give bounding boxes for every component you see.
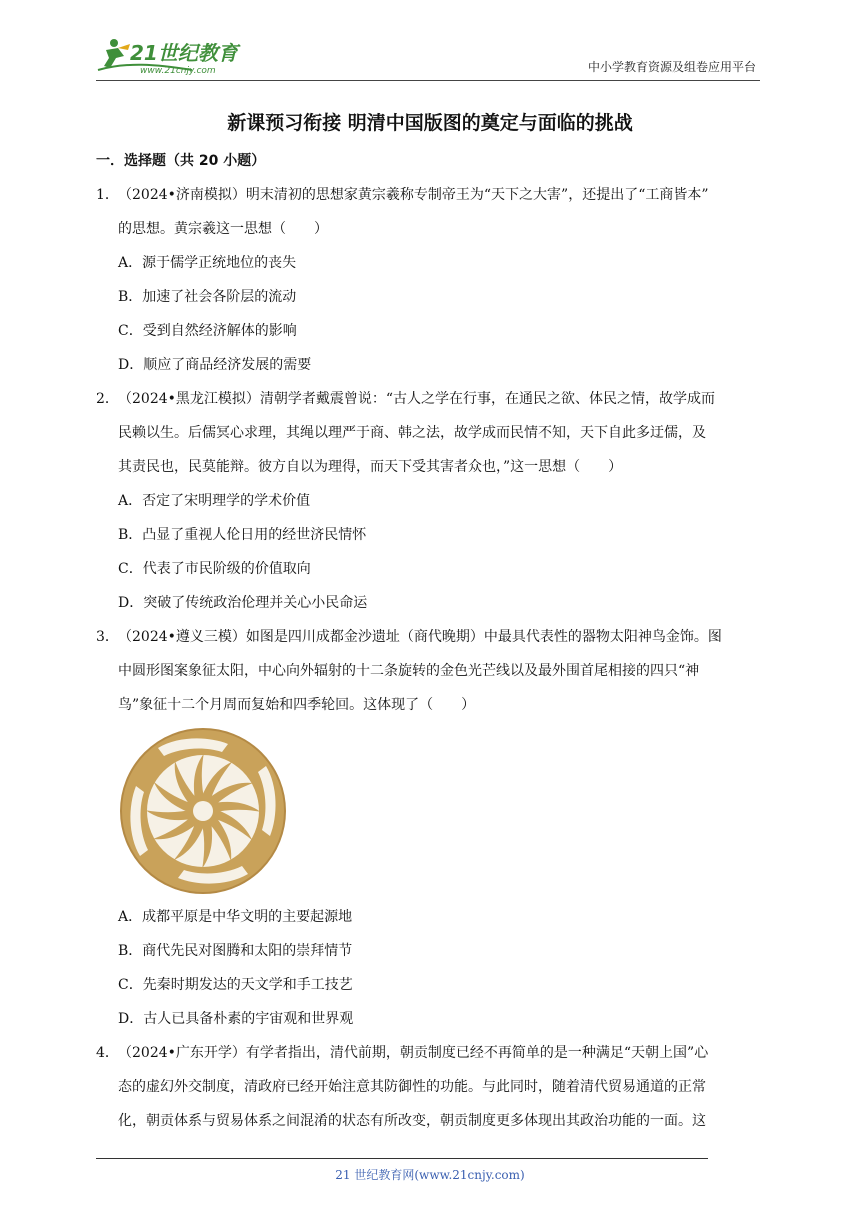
question-text: （2024•黑龙江模拟）清朝学者戴震曾说：“古人之学在行事，在通民之欲、体民之情，故学成而 [118, 391, 716, 407]
logo-text: 21世纪教育 [130, 41, 238, 65]
question-number: 3． [96, 629, 119, 645]
platform-name: 中小学教育资源及组卷应用平台 [587, 60, 756, 74]
option-a[interactable]: A．成都平原是中华文明的主要起源地 [118, 909, 353, 925]
logo-21cnjy [96, 36, 266, 76]
question-4 [96, 1036, 764, 1138]
question-1 [96, 178, 764, 382]
question-text: 中圆形图案象征太阳，中心向外辐射的十二条旋转的金色光芒线以及最外围首尾相接的四只“神 [118, 663, 700, 679]
option-a[interactable]: A．否定了宋明理学的学术价值 [118, 493, 311, 509]
question-2 [96, 382, 764, 620]
question-text: 化，朝贡体系与贸易体系之间混淆的状态有所改变，朝贡制度更多体现出其政治功能的一面。这 [118, 1113, 706, 1129]
option-d[interactable]: D．突破了传统政治伦理并关心小民命运 [118, 595, 368, 611]
page-header [96, 34, 760, 81]
sun-bird-ornament [118, 726, 288, 896]
option-d[interactable]: D．顺应了商品经济发展的需要 [118, 357, 312, 373]
option-c[interactable]: C．代表了市民阶级的价值取向 [118, 561, 311, 577]
question-text: 其责民也，民莫能辩。彼方自以为理得，而天下受其害者众也，”这一思想（ ） [118, 459, 623, 475]
question-text: （2024•遵义三模）如图是四川成都金沙遗址（商代晚期）中最具代表性的器物太阳神鸟金饰。图 [118, 629, 722, 645]
option-b[interactable]: B．商代先民对图腾和太阳的崇拜情节 [118, 943, 353, 959]
footer-link[interactable]: 21 世纪教育网(www.21cnjy.com) [335, 1168, 525, 1182]
question-3 [96, 620, 764, 1036]
footer-divider [96, 1158, 708, 1159]
question-number: 4． [96, 1045, 119, 1061]
option-b[interactable]: B．加速了社会各阶层的流动 [118, 289, 297, 305]
question-text: （2024•广东开学）有学者指出，清代前期，朝贡制度已经不再简单的是一种满足“天朝上国”心 [118, 1045, 709, 1061]
question-text: 的思想。黄宗羲这一思想（ ） [118, 221, 328, 237]
question-number: 1． [96, 187, 119, 203]
question-text: 鸟”象征十二个月周而复始和四季轮回。这体现了（ ） [118, 697, 476, 713]
option-d[interactable]: D．古人已具备朴素的宇宙观和世界观 [118, 1011, 354, 1027]
option-a[interactable]: A．源于儒学正统地位的丧失 [118, 255, 297, 271]
question-text: 态的虚幻外交制度，清政府已经开始注意其防御性的功能。与此同时，随着清代贸易通道的正常 [118, 1079, 706, 1095]
question-number: 2． [96, 391, 119, 407]
sun-bird-gold-image [96, 726, 764, 896]
option-b[interactable]: B．凸显了重视人伦日用的经世济民情怀 [118, 527, 367, 543]
question-text: （2024•济南模拟）明末清初的思想家黄宗羲称专制帝王为“天下之大害”，还提出了“工商皆本” [118, 187, 709, 203]
option-c[interactable]: C．先秦时期发达的天文学和手工技艺 [118, 977, 353, 993]
question-list [96, 178, 764, 1138]
question-text: 民赖以生。后儒冥心求理，其绳以理严于商、韩之法，故学成而民情不知，天下自此多迂儒，及 [118, 425, 706, 441]
page-title: 新课预习衔接 明清中国版图的奠定与面临的挑战 [227, 112, 633, 134]
option-c[interactable]: C．受到自然经济解体的影响 [118, 323, 297, 339]
section-heading: 一．选择题（共 20 小题） [96, 153, 266, 169]
logo-url: www.21cnjy.com [140, 66, 216, 76]
